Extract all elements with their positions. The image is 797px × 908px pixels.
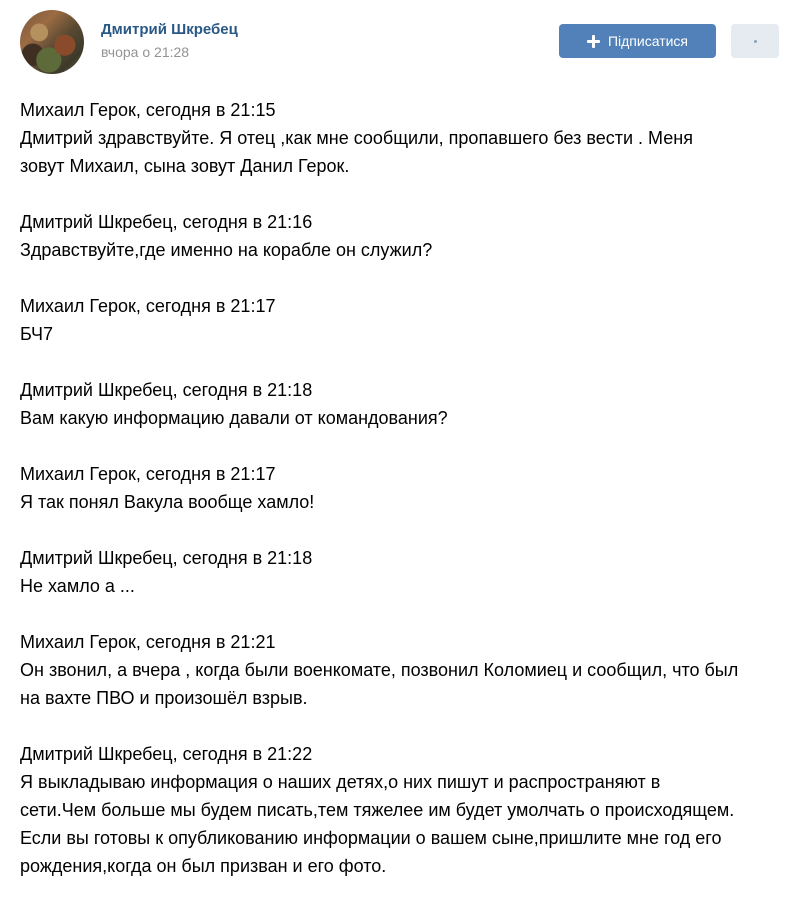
message-text-line: зовут Михаил, сына зовут Данил Герок.: [20, 156, 350, 176]
post-time-link[interactable]: вчора о 21:28: [101, 44, 190, 60]
message-text-line: Если вы готовы к опубликованию информации о вашем сыне,пришлите мне год его: [20, 828, 722, 848]
message-text-line: Вам какую информацию давали от командования?: [20, 408, 448, 428]
message-author-time: Дмитрий Шкребец, сегодня в 21:18: [20, 380, 313, 400]
message-text-line: рождения,когда он был призван и его фото.: [20, 856, 387, 876]
more-options-button[interactable]: [731, 24, 779, 58]
message-text-line: на вахте ПВО и произошёл взрыв.: [20, 688, 308, 708]
message-block: [20, 208, 790, 264]
message-block: [20, 628, 790, 712]
subscribe-button[interactable]: [559, 24, 716, 58]
post-header: [0, 0, 797, 90]
message-block: [20, 544, 790, 600]
message-text-line: сети.Чем больше мы будем писать,тем тяжелее им будет умолчать о происходящем.: [20, 800, 735, 820]
message-author-time: Дмитрий Шкребец, сегодня в 21:16: [20, 212, 313, 232]
message-block: [20, 740, 790, 880]
message-text-line: Не хамло а ...: [20, 576, 135, 596]
message-block: [20, 292, 790, 348]
message-author-time: Дмитрий Шкребец, сегодня в 21:18: [20, 548, 313, 568]
message-text-line: Он звонил, а вчера , когда были военкомате, позвонил Коломиец и сообщил, что был: [20, 660, 739, 680]
message-text-line: Я так понял Вакула вообще хамло!: [20, 492, 315, 512]
plus-icon: [587, 35, 600, 48]
message-text-line: Дмитрий здравствуйте. Я отец ,как мне сообщили, пропавшего без вести . Меня: [20, 128, 693, 148]
message-author-time: Михаил Герок, сегодня в 21:17: [20, 464, 276, 484]
message-author-time: Дмитрий Шкребец, сегодня в 21:22: [20, 744, 313, 764]
author-name-link[interactable]: Дмитрий Шкребец: [101, 21, 238, 38]
subscribe-button-label: Підписатися: [607, 33, 689, 49]
message-text-line: Здравствуйте,где именно на корабле он служил?: [20, 240, 433, 260]
message-text-line: Я выкладываю информация о наших детях,о них пишут и распространяют в: [20, 772, 661, 792]
author-avatar[interactable]: [20, 10, 84, 74]
post-text: [20, 96, 790, 908]
message-block: [20, 96, 790, 180]
message-text-line: БЧ7: [20, 324, 54, 344]
message-block: [20, 460, 790, 516]
message-author-time: Михаил Герок, сегодня в 21:21: [20, 632, 276, 652]
message-author-time: Михаил Герок, сегодня в 21:15: [20, 100, 276, 120]
message-author-time: Михаил Герок, сегодня в 21:17: [20, 296, 276, 316]
message-block: [20, 376, 790, 432]
dots-icon: [754, 40, 757, 43]
